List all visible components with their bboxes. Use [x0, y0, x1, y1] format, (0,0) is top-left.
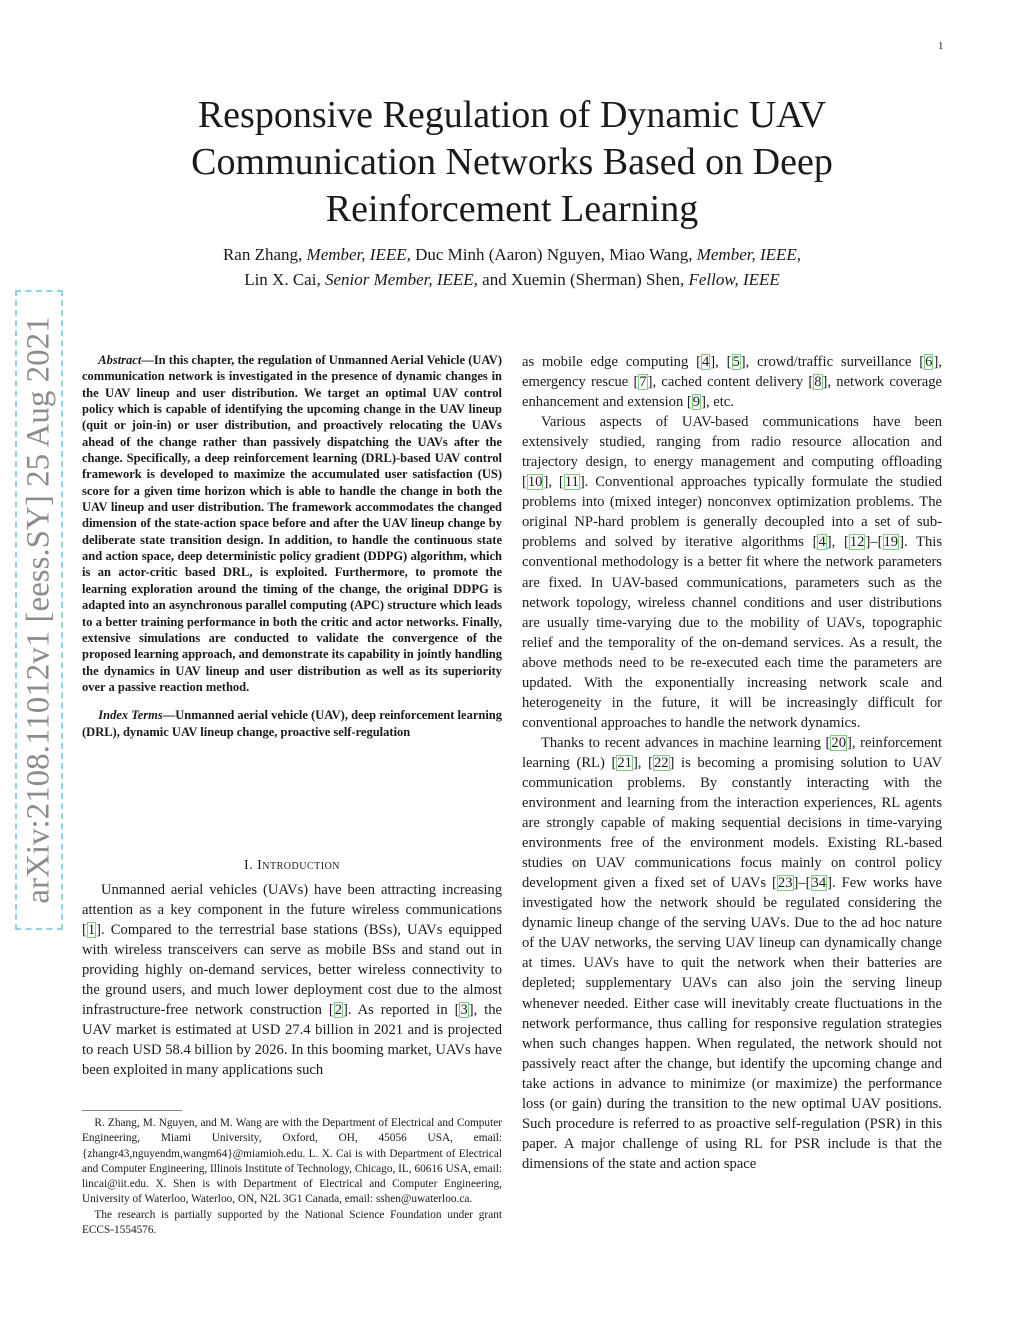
citation-link[interactable]: 20 — [831, 734, 846, 751]
citation-link[interactable]: 5 — [732, 354, 740, 370]
citation-link[interactable]: 22 — [653, 754, 669, 771]
footnote-rule — [82, 1110, 182, 1111]
body-text: Thanks to recent advances in machine learning [ — [540, 734, 831, 751]
body-text: Various aspects of UAV-based communications have been extensively studied, ranging from radio resource allocation and trajectory design, to energy management and computing offloading [ — [522, 414, 942, 491]
citation-link[interactable]: 12 — [849, 534, 865, 551]
body-text: ], cached content delivery [ — [647, 374, 814, 391]
abstract-text: —In this chapter, the regulation of Unmanned Aerial Vehicle (UAV) communication network is investigated in the presence of dynamic changes in the UAV lineup and user distribution. We target an optimal UAV control policy which is capable of identifying the upcoming change in the UAV lineup (quit or join-in) or user distribution, and proactively relocating the UAVs ahead of the change rather than passively dispatching the UAVs after the change. Specifically, a deep reinforcement learning (DRL)-based UAV control framework is developed to maximize the accumulated user satisfaction (US) score for a given time horizon which is able to handle the change in both the UAV lineup and user distribution. The framework accommodates the changed dimension of the state-action space before and after the UAV lineup change by deliberate state transition design. In addition, to handle the continuous state and action space, deep deterministic policy gradient (DDPG) algorithm, which is an actor-critic based DRL, is exploited. Furthermore, to promote the learning exploration around the timing of the change, the original DDPG is adapted into an asynchronous parallel computing (APC) structure which leads to a better training performance in both the critic and actor networks. Finally, extensive simulations are conducted to validate the convergence of the proposed learning approach, and demonstrate its capability in jointly handling the dynamics in UAV lineup and user distribution as well as its superiority over a passive reaction method. — [82, 353, 502, 694]
authors-line2-segment: Fellow, IEEE — [688, 270, 780, 289]
citation-link[interactable]: 7 — [639, 374, 647, 391]
citation-link[interactable]: 21 — [617, 754, 632, 771]
citation-link[interactable]: 4 — [818, 534, 826, 551]
body-text: ]. Conventional approaches typically formulate the studied problems into (mixed integer) nonconvex optimization problems. The original NP-hard problem is generally decoupled into a set of sub-problems and solved by iterative algorithms [ — [522, 474, 942, 551]
body-paragraph — [522, 352, 942, 412]
author-line-2 — [100, 267, 924, 292]
index-terms-paragraph — [82, 707, 502, 740]
body-text: ], emergency rescue [ — [522, 354, 942, 391]
intro-body — [82, 880, 502, 1080]
footnote-funding: The research is partially supported by the National Science Foundation under grant ECCS-1554576. — [82, 1208, 502, 1237]
author-block — [100, 242, 924, 292]
citation-link[interactable]: 3 — [460, 1002, 468, 1019]
abstract-block — [82, 352, 502, 740]
body-text: ], [ — [632, 754, 653, 771]
citation-link[interactable]: 1 — [87, 922, 96, 939]
citation-link[interactable]: 10 — [527, 474, 543, 491]
author-line-1 — [100, 242, 924, 267]
citation-link[interactable]: 4 — [701, 354, 710, 370]
body-text: ], [ — [826, 534, 849, 551]
section-number: I. — [243, 858, 254, 873]
body-text: Unmanned aerial vehicles (UAVs) have been attracting increasing attention as a key component in the future wireless communications [ — [82, 882, 502, 939]
body-text: ], [ — [710, 354, 732, 370]
intro-paragraph — [82, 880, 502, 1080]
authors-line1-segment: Duc Minh (Aaron) Nguyen, Miao Wang, — [410, 245, 697, 264]
index-terms-label: Index Terms — [98, 708, 163, 723]
citation-link[interactable]: 2 — [334, 1002, 343, 1019]
section-title: Introduction — [257, 858, 341, 873]
index-terms-text: —Unmanned aerial vehicle (UAV), deep reinforcement learning (DRL), dynamic UAV lineup change, proactive self-regulation — [82, 708, 503, 739]
body-text: ]. Compared to the terrestrial base stations (BSs), UAVs equipped with wireless transceivers can serve as mobile BSs and stand out in providing highly on-demand services, better wireless connectivity to the ground users, and much lower deployment cost due to the almost infrastructure-free network construction [ — [82, 922, 502, 1019]
page-number: 1 — [938, 40, 944, 52]
authors-line1-segment: Member, IEEE, — [306, 245, 411, 264]
body-text: ]. This conventional methodology is a better fit where the network parameters are fixed. In UAV-based communications, parameters such as the network topology, wireless channel conditions and user distributions are usually time-varying due to the mobility of UAVs, topographic relief and the temporality of the on-demand services. As a result, the above methods need to be re-executed each time the parameters are updated. With the exponentially increasing network scale and heterogeneity in the future, it will be increasingly difficult for conventional approaches to handle the network dynamics. — [522, 534, 943, 731]
paper-title: Responsive Regulation of Dynamic UAV Communication Networks Based on Deep Reinforcement Learning — [191, 94, 833, 230]
body-text: ], network coverage enhancement and extension [ — [522, 374, 942, 411]
citation-link[interactable]: 8 — [814, 374, 822, 391]
body-paragraph — [522, 733, 942, 1174]
citation-link[interactable]: 11 — [564, 474, 579, 491]
citation-link[interactable]: 34 — [811, 875, 827, 892]
body-text: ]–[ — [865, 534, 883, 551]
body-text: ]–[ — [793, 875, 811, 892]
body-text: ], the UAV market is estimated at USD 27.4 billion in 2021 and is projected to reach USD 58.4 billion by 2026. In this booming market, UAVs have been exploited in many applications such — [82, 1002, 502, 1079]
footnote-affiliations: R. Zhang, M. Nguyen, and M. Wang are with the Department of Electrical and Computer Engineering, Miami University, Oxford, OH, 45056 USA, email: {zhangr43,nguyendm,wangm64}@miamioh.edu. L. X. Cai is with Department of Electrical and Computer Engineering, Illinois Institute of Technology, Chicago, IL, 60616 USA, email: lincai@iit.edu. X. Shen is with Department of Electrical and Computer Engineering, University of Waterloo, Waterloo, ON, N2L 3G1 Canada, email: sshen@uwaterloo.ca. — [82, 1117, 502, 1206]
body-text: ], crowd/traffic surveillance [ — [740, 354, 925, 370]
authors-line2-segment: Senior Member, IEEE, — [324, 270, 478, 289]
abstract-label: Abstract — [98, 353, 142, 367]
authors-line1-segment: Ran Zhang, — [222, 245, 307, 264]
arxiv-stamp — [15, 290, 63, 930]
citation-link[interactable]: 6 — [925, 354, 933, 370]
body-text: ]. As reported in [ — [343, 1002, 460, 1019]
authors-line2-segment: and Xuemin (Sherman) Shen, — [477, 270, 689, 289]
body-text: ], [ — [543, 474, 564, 491]
footnotes — [82, 1116, 502, 1238]
section-heading — [82, 858, 502, 874]
authors-line2-segment: Lin X. Cai, — [244, 270, 325, 289]
citation-link[interactable]: 19 — [883, 534, 899, 551]
right-column — [522, 352, 942, 1174]
body-text: ]. Few works have investigated how the network should be regulated considering the dynamic lineup change of the serving UAVs. Due to the ad hoc nature of the UAV networks, the serving UAV lineup can dynamically change at times. UAVs have to quit the network when their batteries are depleted; supplementary UAVs can also join the serving lineup whenever needed. Either case will inevitably create fluctuations in the network performance, thus calling for responsive regulation strategies when such changes happen. When regulated, the network should not passively react after the change, but identify the upcoming change and take actions in advance to minimize (or maximize) the performance loss (or gain) during the transition to the new optimal UAV positions. Such procedure is referred to as proactive self-regulation (PSR) in this paper. A major challenge of using RL for PSR include is that the dimensions of the state and action space — [522, 875, 942, 1172]
body-text: ] is becoming a promising solution to UAV communication problems. By constantly interacting with the environment and learning from the interaction experiences, RL agents are strongly capable of making sequential decisions in time-varying environments free of the environment models. Existing RL-based studies on UAV communications focus mainly on control policy development given a fixed set of UAVs [ — [522, 754, 942, 892]
authors-line1-segment: Member, IEEE, — [696, 245, 802, 264]
citation-link[interactable]: 23 — [777, 875, 793, 892]
body-text: ], etc. — [701, 394, 734, 411]
body-paragraph — [522, 412, 942, 733]
abstract-paragraph — [82, 352, 502, 695]
arxiv-identifier: arXiv:2108.11012v1 [eess.SY] 25 Aug 2021 — [20, 316, 57, 904]
citation-link[interactable]: 9 — [692, 394, 701, 411]
body-text: as mobile edge computing [ — [522, 354, 701, 370]
body-text: ], reinforcement learning (RL) [ — [522, 734, 942, 771]
